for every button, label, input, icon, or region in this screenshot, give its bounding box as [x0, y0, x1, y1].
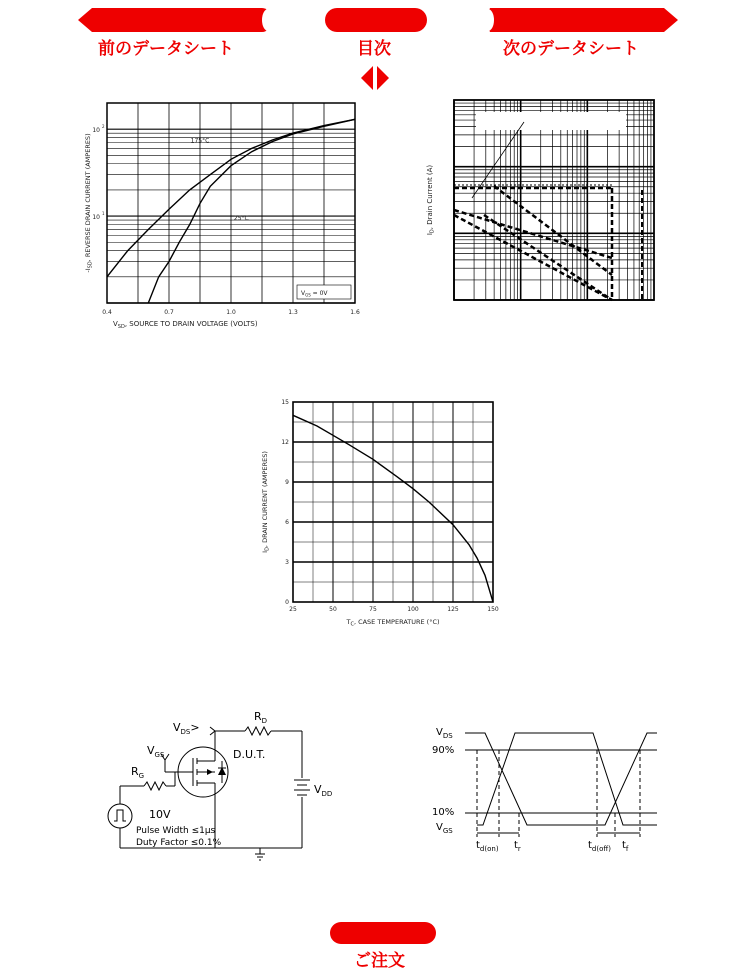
- y-tick-label: 12: [281, 439, 289, 446]
- wave-tdoff-label: $t_{d(off)}$: [588, 840, 611, 853]
- next-datasheet-link[interactable]: 次のデータシート: [503, 39, 639, 59]
- vds-label: $V_{DS}>$: [173, 721, 200, 737]
- page-back-arrow-icon[interactable]: [361, 66, 373, 90]
- y-tick-label: 0: [285, 599, 289, 606]
- index-pill[interactable]: [325, 8, 427, 32]
- y-axis-label: $I_D$, DRAIN CURRENT (AMPERES): [261, 451, 271, 553]
- index-link[interactable]: 目次: [357, 39, 391, 59]
- x-tick-label: 50: [329, 606, 337, 613]
- x-axis-label: $V_{SD}$, SOURCE TO DRAIN VOLTAGE (VOLTS): [113, 320, 258, 330]
- x-axis-label: $T_C$, CASE TEMPERATURE (°C): [346, 618, 440, 628]
- y-tick-exp: 1: [102, 211, 105, 217]
- order-link[interactable]: ご注文: [354, 951, 405, 971]
- y-axis-label: $-I_{SD}$, REVERSE DRAIN CURRENT (AMPERES): [84, 133, 94, 273]
- y-tick-label: 9: [285, 479, 289, 486]
- derating-chart: [255, 395, 505, 635]
- prev-datasheet-link[interactable]: 前のデータシート: [98, 39, 234, 59]
- y-tick-label: 3: [285, 559, 289, 566]
- y-tick-label: 6: [285, 519, 289, 526]
- x-tick-label: 1.3: [288, 309, 298, 316]
- annotation-label: $V_{GS} = 0V$: [301, 290, 328, 298]
- wave-90-label: 90%: [432, 745, 455, 756]
- series-label-175: 175°C: [190, 137, 210, 145]
- wave-tdon-label: $t_{d(on)}$: [476, 840, 499, 853]
- wave-tf-label: $t_f$: [622, 840, 629, 853]
- x-tick-label: 25: [289, 606, 297, 613]
- wave-tr-label: $t_r$: [514, 840, 521, 853]
- y-axis-label: $I_D$, Drain Current (A): [426, 164, 436, 236]
- soa-limit-line-2: [454, 215, 612, 300]
- dut-label: D.U.T.: [233, 748, 266, 761]
- x-tick-label: 150: [487, 606, 499, 613]
- switching-waveform: [465, 725, 665, 845]
- x-tick-label: 125: [447, 606, 459, 613]
- soa-chart: [418, 95, 663, 305]
- x-tick-label: 1.6: [350, 309, 360, 316]
- rd-label: $R_D$: [254, 710, 268, 726]
- source-amplitude: 10V: [149, 808, 171, 821]
- x-tick-label: 75: [369, 606, 377, 613]
- vgs-label: $V_{GS}$: [147, 744, 165, 760]
- x-tick-label: 1.0: [226, 309, 236, 316]
- wave-vds-label: $V_{DS}$: [436, 727, 453, 740]
- page-forward-arrow-icon[interactable]: [377, 66, 389, 90]
- y-tick-label: 10: [92, 127, 100, 135]
- rg-label: $R_G$: [131, 765, 145, 781]
- wave-10-label: 10%: [432, 807, 455, 818]
- y-tick-label: 10: [92, 214, 100, 222]
- prev-pill[interactable]: [78, 8, 270, 32]
- body-diode-chart: [60, 95, 360, 335]
- series-label-25: 25°C: [233, 215, 249, 223]
- y-tick-label: 15: [281, 399, 289, 406]
- pulse-width-note: Pulse Width ≤1μs: [136, 826, 216, 836]
- x-tick-label: 0.7: [164, 309, 174, 316]
- duty-factor-note: Duty Factor ≤0.1%: [136, 838, 222, 848]
- x-tick-label: 100: [407, 606, 419, 613]
- next-pill[interactable]: [487, 8, 678, 32]
- wave-vgs-label: $V_{GS}$: [436, 822, 453, 835]
- order-pill[interactable]: [330, 920, 436, 946]
- vdd-label: $V_{DD}$: [314, 783, 333, 799]
- x-tick-label: 0.4: [102, 309, 112, 316]
- y-tick-exp: 2: [102, 124, 105, 130]
- annotation-area: [476, 112, 626, 130]
